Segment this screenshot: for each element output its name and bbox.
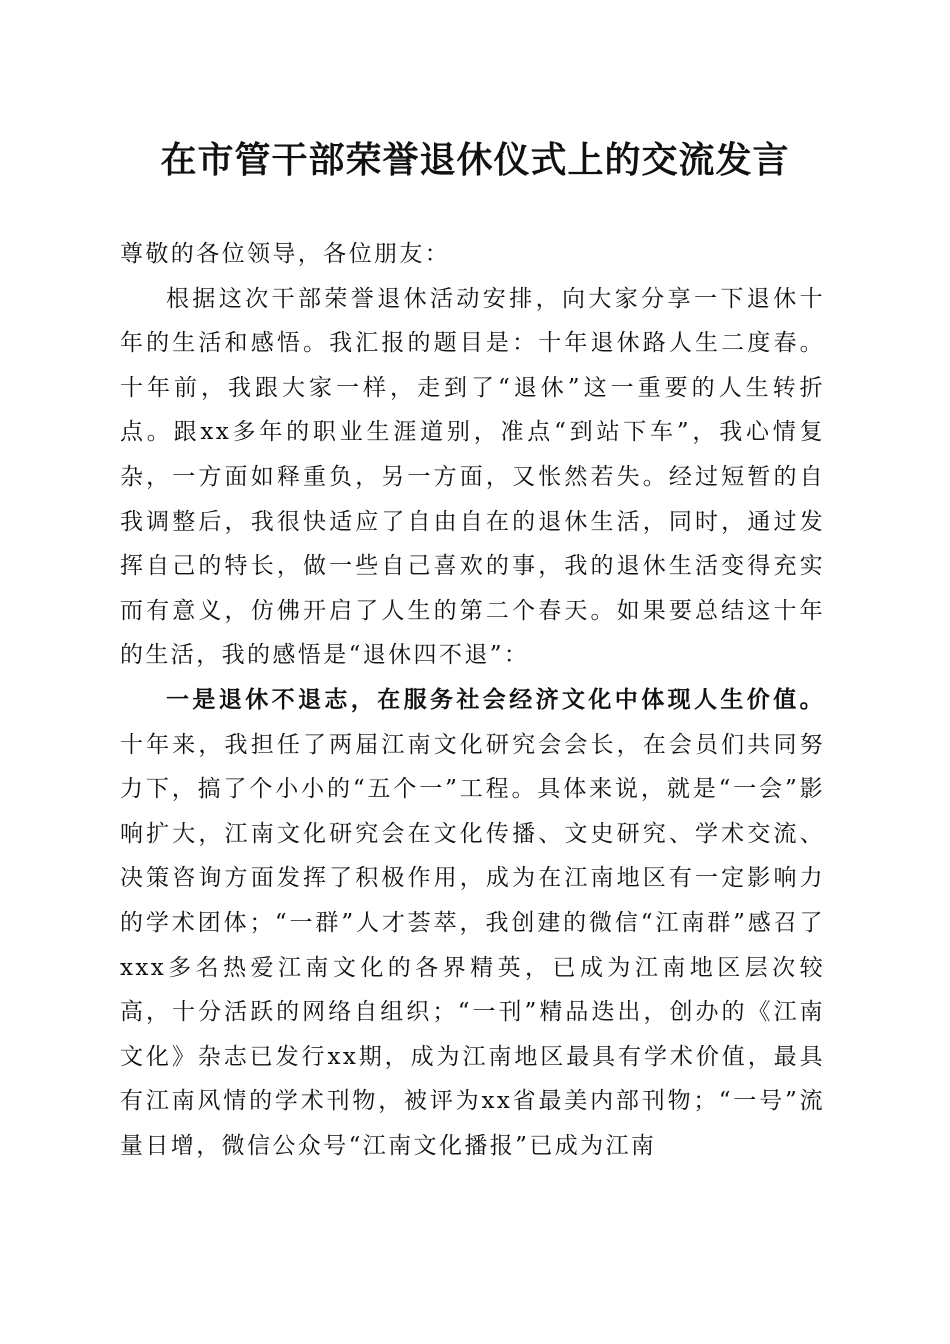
point-one-heading: 一是退休不退志，在服务社会经济文化中体现人生价值。	[166, 685, 825, 713]
point-one-text: 十年来，我担任了两届江南文化研究会会长，在会员们共同努力下，搞了个小小的“五个一”工程。具体来说，就是“一会”影响扩大，江南文化研究会在文化传播、文史研究、学术交流、决策咨询方面发挥了积极作用，成为在江南地区有一定影响力的学术团体；“一群”人才荟萃，我创建的微信“江南群”感召了xxx多名热爱江南文化的各界精英，已成为江南地区层次较高，十分活跃的网络自组织；“一刊”精品迭出，创办的《江南文化》杂志已发行xx期，成为江南地区最具有学术价值，最具有江南风情的学术刊物，被评为xx省最美内部刊物；“一号”流量日增，微信公众号“江南文化播报”已成为江南	[120, 731, 825, 1159]
paragraph-point-one	[120, 678, 825, 1169]
document-body	[120, 232, 825, 1168]
document-title: 在市管干部荣誉退休仪式上的交流发言	[160, 139, 790, 181]
paragraph-intro: 根据这次干部荣誉退休活动安排，向大家分享一下退休十年的生活和感悟。我汇报的题目是：十年退休路人生二度春。十年前，我跟大家一样，走到了“退休”这一重要的人生转折点。跟xx多年的职业生涯道别，准点“到站下车”，我心情复杂，一方面如释重负，另一方面，又怅然若失。经过短暂的自我调整后，我很快适应了自由自在的退休生活，同时，通过发挥自己的特长，做一些自己喜欢的事，我的退休生活变得充实而有意义，仿佛开启了人生的第二个春天。如果要总结这十年的生活，我的感悟是“退休四不退”：	[120, 285, 825, 669]
salutation: 尊敬的各位领导，各位朋友：	[120, 241, 451, 267]
